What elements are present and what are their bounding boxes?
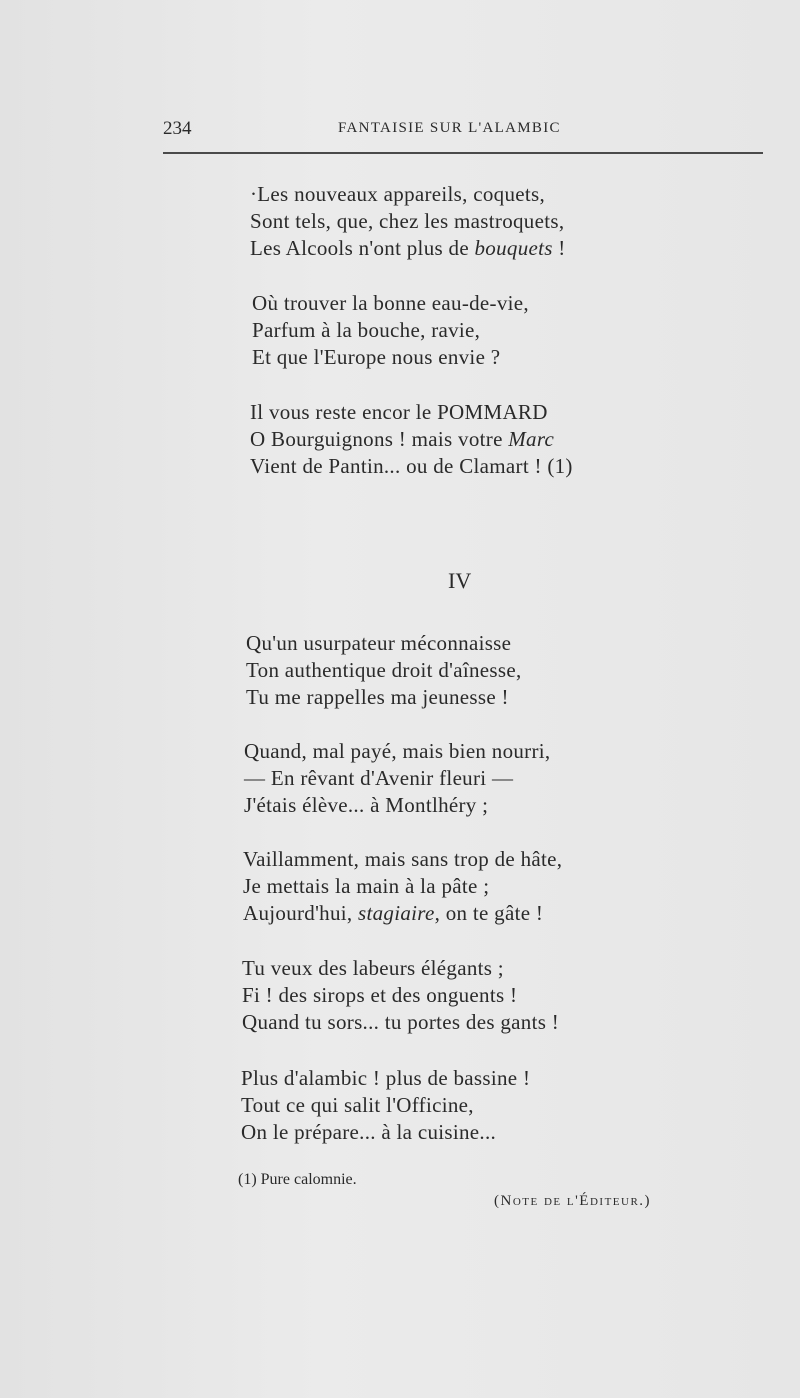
- poem-line: Parfum à la bouche, ravie,: [252, 318, 481, 342]
- stanza-5: [244, 738, 550, 819]
- header-rule: [163, 152, 763, 154]
- poem-line: Quand, mal payé, mais bien nourri,: [244, 739, 551, 763]
- stanza-1: [250, 181, 566, 262]
- poem-line: Vient de Pantin... ou de Clamart ! (1): [250, 454, 573, 478]
- poem-line: Vaillamment, mais sans trop de hâte,: [243, 847, 563, 871]
- page-number: 234: [163, 118, 192, 139]
- poem-line: Tout ce qui salit l'Officine,: [241, 1093, 474, 1117]
- poem-line: Il vous reste encor le POMMARD: [250, 400, 548, 424]
- poem-line: Tu me rappelles ma jeunesse !: [246, 685, 509, 709]
- stanza-8: [241, 1065, 530, 1146]
- poem-line: Qu'un usurpateur méconnaisse: [246, 631, 512, 655]
- poem-line: ·Les nouveaux appareils, coquets,: [250, 182, 546, 206]
- poem-line: O Bourguignons ! mais votre Marc: [250, 427, 555, 451]
- editor-note: (Note de l'Éditeur.): [494, 1193, 652, 1209]
- poem-line: Fi ! des sirops et des onguents !: [242, 983, 518, 1007]
- poem-line: Sont tels, que, chez les mastroquets,: [250, 209, 565, 233]
- stanza-7: [242, 955, 559, 1036]
- poem-line: Aujourd'hui, stagiaire, on te gâte !: [243, 901, 544, 925]
- section-number: IV: [448, 568, 472, 593]
- footnote: (1) Pure calomnie.: [238, 1171, 357, 1188]
- running-title: FANTAISIE SUR L'ALAMBIC: [338, 120, 561, 136]
- stanza-6: [243, 846, 562, 927]
- poem-line: J'étais élève... à Montlhéry ;: [244, 793, 489, 817]
- poem-line: Tu veux des labeurs élégants ;: [242, 956, 504, 980]
- poem-line: Je mettais la main à la pâte ;: [243, 874, 490, 898]
- stanza-2: [252, 290, 529, 371]
- stanza-4: [246, 630, 522, 711]
- poem-line: Quand tu sors... tu portes des gants !: [242, 1010, 560, 1034]
- poem-line: Et que l'Europe nous envie ?: [252, 345, 501, 369]
- poem-line: Ton authentique droit d'aînesse,: [246, 658, 522, 682]
- poem-line: On le prépare... à la cuisine...: [241, 1120, 497, 1144]
- poem-line: Les Alcools n'ont plus de bouquets !: [250, 236, 566, 260]
- poem-line: Plus d'alambic ! plus de bassine !: [241, 1066, 531, 1090]
- page-header: [163, 116, 763, 146]
- stanza-3: [250, 399, 573, 480]
- poem-line: Où trouver la bonne eau-de-vie,: [252, 291, 529, 315]
- poem-line: — En rêvant d'Avenir fleuri —: [244, 766, 514, 790]
